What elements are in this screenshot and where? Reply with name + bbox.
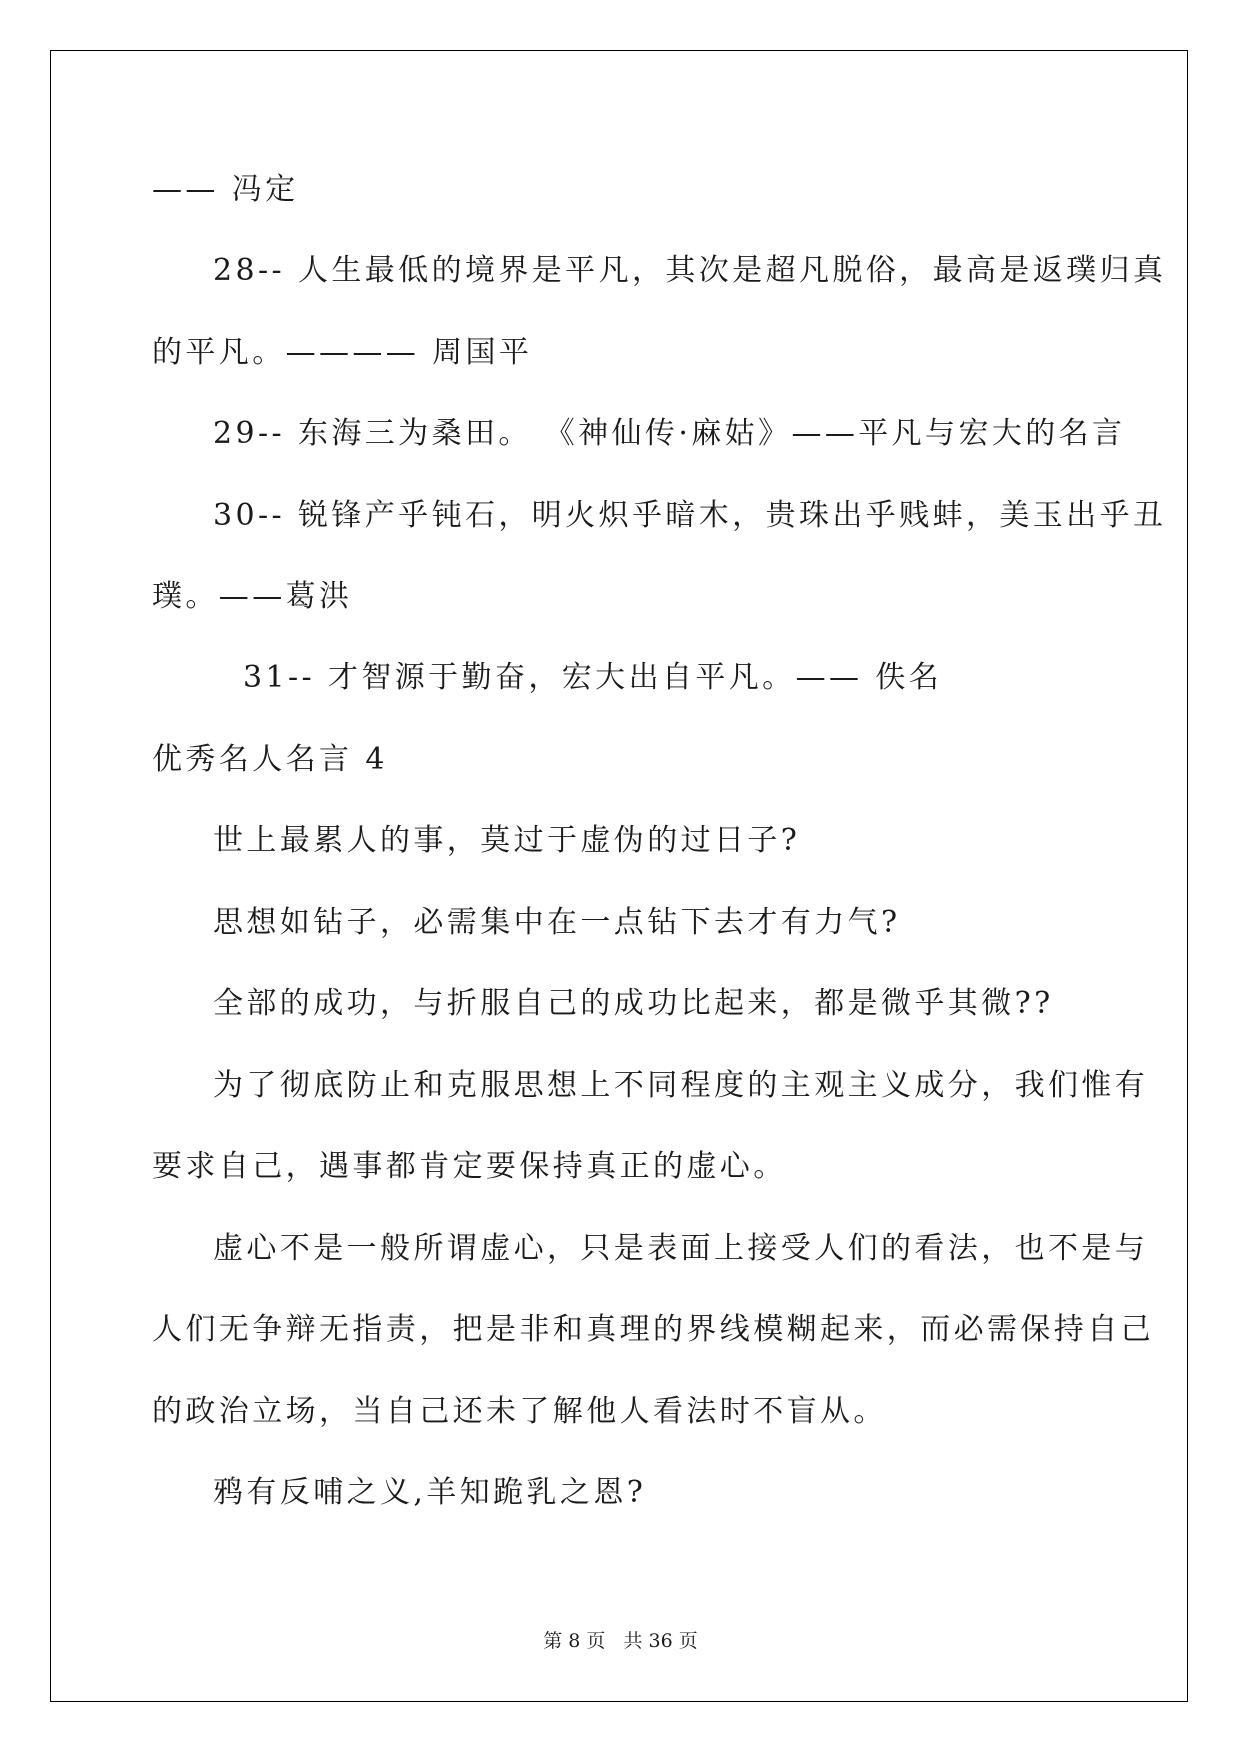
quote-paragraph-1: 世上最累人的事，莫过于虚伪的过日子?: [213, 823, 801, 858]
quote-paragraph-4-line-1: 为了彻底防止和克服思想上不同程度的主观主义成分，我们惟有: [213, 1068, 1149, 1103]
quote-paragraph-3: 全部的成功，与折服自己的成功比起来，都是微乎其微??: [213, 986, 1054, 1021]
quote-paragraph-6: 鸦有反哺之义,羊知跪乳之恩?: [213, 1475, 647, 1510]
quote-paragraph-2: 思想如钻子，必需集中在一点钻下去才有力气?: [213, 905, 901, 940]
quote-30-line-2: 璞。——葛洪: [152, 579, 353, 614]
quote-paragraph-5-line-1: 虚心不是一般所谓虚心，只是表面上接受人们的看法，也不是与: [213, 1231, 1149, 1266]
quote-paragraph-5-line-2: 人们无争辩无指责，把是非和真理的界线模糊起来，而必需保持自己: [152, 1312, 1154, 1347]
page-footer: [0, 1626, 1241, 1653]
quote-29: 29-- 东海三为桑田。 《神仙传·麻姑》——平凡与宏大的名言: [213, 416, 1126, 451]
quote-31: 31-- 才智源于勤奋，宏大出自平凡。—— 佚名: [243, 660, 943, 695]
quote-28-line-2: 的平凡。———— 周国平: [152, 335, 533, 370]
quote-30-line-1: 30-- 锐锋产乎钝石，明火炽乎暗木，贵珠出乎贱蚌，美玉出乎丑: [213, 498, 1167, 533]
quote-28-line-1: 28-- 人生最低的境界是平凡，其次是超凡脱俗，最高是返璞归真: [213, 253, 1167, 288]
section-heading: 优秀名人名言 4: [152, 742, 388, 777]
quote-paragraph-5-line-3: 的政治立场，当自己还未了解他人看法时不盲从。: [152, 1394, 887, 1429]
page-border: [50, 50, 1188, 1702]
quote-paragraph-4-line-2: 要求自己，遇事都肯定要保持真正的虚心。: [152, 1149, 787, 1184]
attribution-line: —— 冯定: [152, 172, 299, 207]
total-pages: 共 36 页: [623, 1630, 698, 1652]
page-number: 第 8 页: [543, 1630, 606, 1652]
